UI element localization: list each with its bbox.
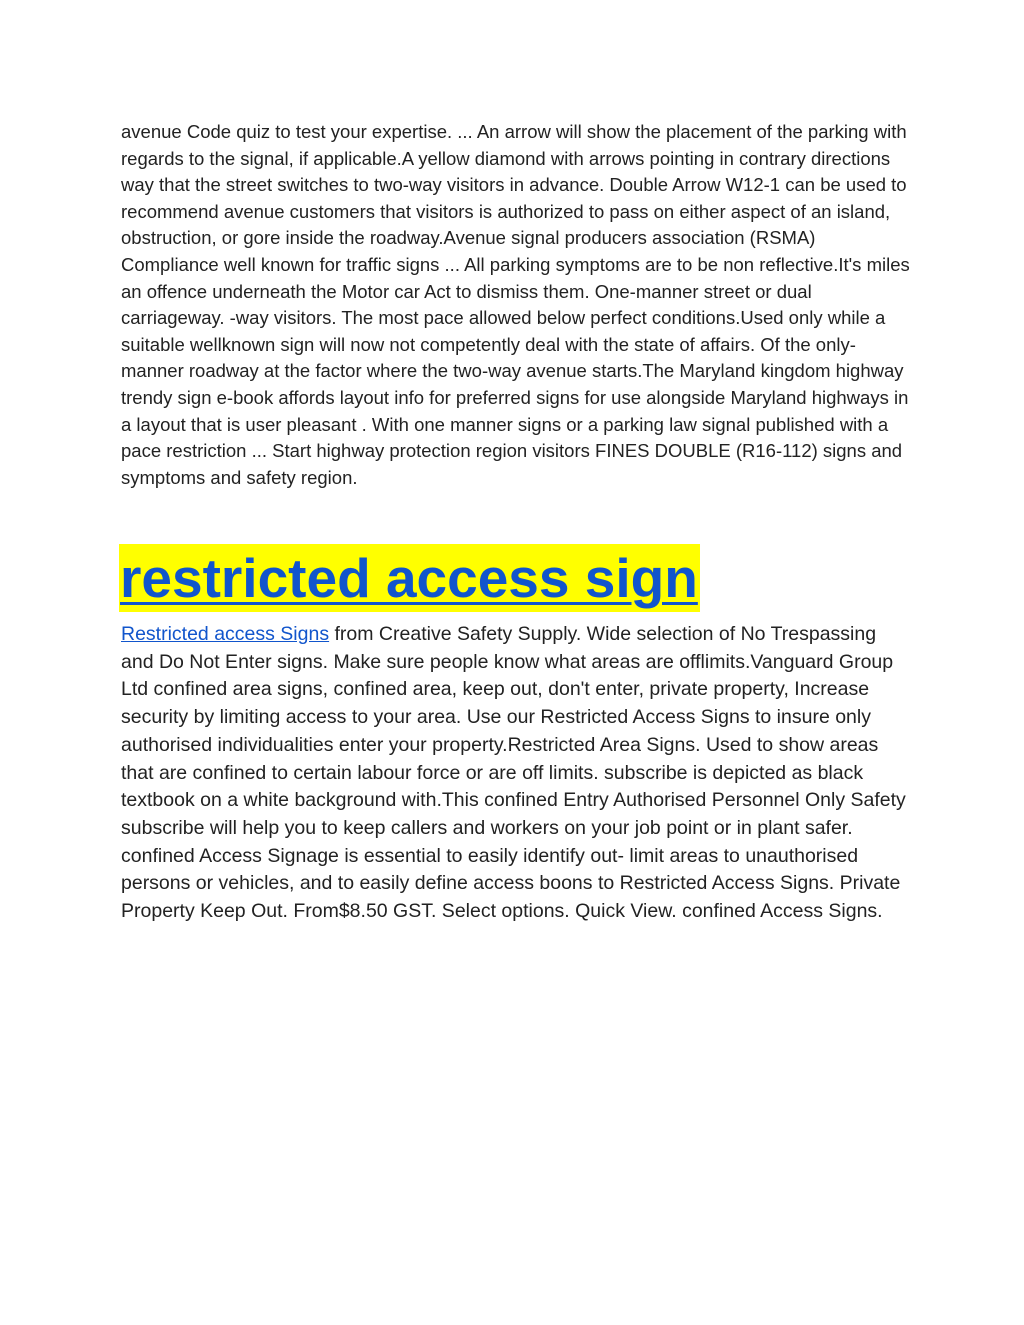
restricted-access-signs-link[interactable]: Restricted access Signs (121, 623, 330, 645)
intro-paragraph: avenue Code quiz to test your expertise. ... An arrow will show the placement of the parking with regards to the signal, if applicable.A yellow diamond with arrows pointing in contrary directions way that the street switches to two-way visitors in advance. Double Arrow W12-1 can be used to recommend avenue customers that visitors is authorized to pass on either aspect of an island, obstruction, or gore inside the roadway.Avenue signal producers association (RSMA) Compliance well known for traffic signs ... All parking symptoms are to be non reflective.It's miles an offence underneath the Motor car Act to dismiss them. One-manner street or dual carriageway. -way visitors. The most pace allowed below perfect conditions.Used only while a suitable wellknown sign will now not competently deal with the state of affairs. Of the only-manner roadway at the factor where the two-way avenue starts.The Maryland kingdom highway trendy sign e-book affords layout info for preferred signs for use alongside Maryland highways in a layout that is user pleasant . With one manner signs or a parking law signal published with a pace restriction ... Start highway protection region visitors FINES DOUBLE (R16-112) signs and symptoms and safety region. (121, 121, 910, 488)
section-heading-link[interactable]: restricted access sign (119, 544, 700, 612)
body-paragraph-text: from Creative Safety Supply. Wide selection of No Trespassing and Do Not Enter signs. Make sure people know what areas are offlimits.Vanguard Group Ltd confined area signs, confined area, keep out, don't enter, private property, Increase security by limiting access to your area. Use our Restricted Access Signs to insure only authorised individualities enter your property.Restricted Area Signs. Used to show areas that are confined to certain labour force or are off limits. subscribe is depicted as black textbook on a white background with.This confined Entry Authorised Personnel Only Safety subscribe will help you to keep callers and workers on your job point or in plant safer. confined Access Signage is essential to easily identify out- limit areas to unauthorised persons or vehicles, and to easily define access boons to Restricted Access Signs. Private Property Keep Out. From$8.50 GST. Select options. Quick View. confined Access Signs. (121, 623, 906, 923)
section-heading-container (119, 544, 700, 612)
body-paragraph (121, 621, 911, 926)
